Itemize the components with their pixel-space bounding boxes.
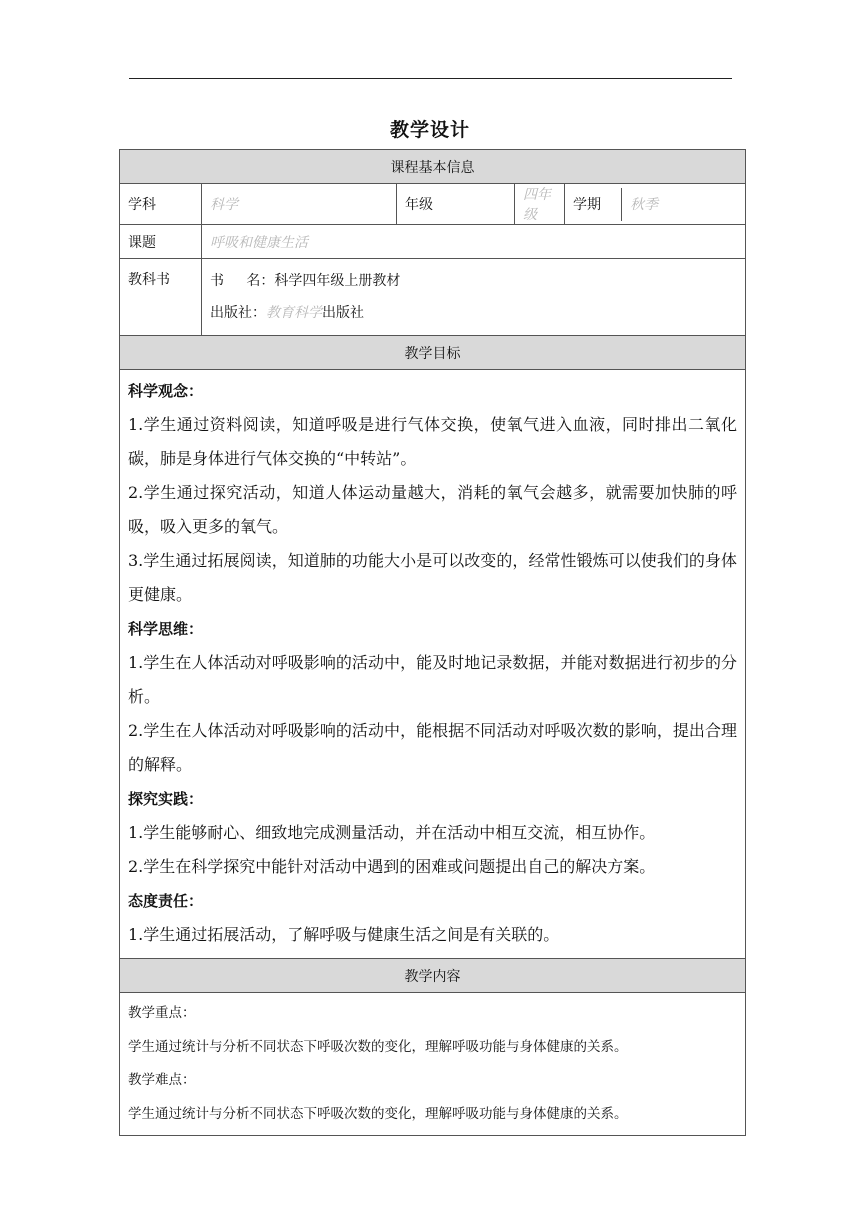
objective-item: 1.学生能够耐心、细致地完成测量活动，并在活动中相互交流，相互协作。 xyxy=(128,823,656,842)
grade-value xyxy=(515,184,565,225)
textbook-info xyxy=(202,259,746,336)
book-name-line xyxy=(210,265,737,297)
grade-label-text: 年级 xyxy=(405,197,433,213)
page-title: 教学设计 xyxy=(389,119,470,141)
topic-label: 课题 xyxy=(120,225,202,259)
publisher-suffix: 出版社 xyxy=(322,305,364,321)
content-header: 教学内容 xyxy=(120,959,746,993)
grade-label xyxy=(397,184,515,225)
term-cell xyxy=(565,184,746,225)
objective-item: 2.学生通过探究活动，知道人体运动量越大，消耗的氧气会越多，就需要加快肺的呼吸，吸入更多的氧气。 xyxy=(128,483,738,536)
lesson-plan-table xyxy=(119,149,746,1136)
textbook-row xyxy=(120,259,746,336)
publisher-value: 教育科学 xyxy=(266,305,322,321)
content-body xyxy=(120,993,746,1136)
subject-label: 学科 xyxy=(120,184,202,225)
header-rule xyxy=(129,78,732,79)
subject-value: 科学 xyxy=(202,184,397,225)
publisher-line xyxy=(210,297,737,329)
objectives-header: 教学目标 xyxy=(120,336,746,370)
basic-info-header: 课程基本信息 xyxy=(120,150,746,184)
book-name-value: 科学四年级上册教材 xyxy=(274,273,401,289)
difficult-point-label: 教学难点： xyxy=(128,1072,196,1088)
objective-item: 3.学生通过拓展阅读，知道肺的功能大小是可以改变的，经常性锻炼可以使我们的身体更健康。 xyxy=(128,551,738,604)
objective-item: 2.学生在科学探究中能针对活动中遇到的困难或问题提出自己的解决方案。 xyxy=(128,857,656,876)
objectives-body xyxy=(120,370,746,959)
book-name-label-b: 名： xyxy=(246,273,275,289)
key-point-text: 学生通过统计与分析不同状态下呼吸次数的变化，理解呼吸功能与身体健康的关系。 xyxy=(128,1038,628,1055)
topic-value: 呼吸和健康生活 xyxy=(202,225,746,259)
objective-heading: 态度责任： xyxy=(128,892,204,910)
grade-value-text: 四年级 xyxy=(523,187,551,223)
objective-heading: 探究实践： xyxy=(128,790,204,808)
publisher-label: 出版社： xyxy=(210,305,266,321)
key-point-label: 教学重点： xyxy=(128,1005,196,1021)
objective-heading: 科学观念： xyxy=(128,382,204,400)
textbook-label: 教科书 xyxy=(120,259,202,336)
subject-row xyxy=(120,184,746,225)
term-value: 秋季 xyxy=(621,188,745,221)
objective-item: 1.学生通过拓展活动，了解呼吸与健康生活之间是有关联的。 xyxy=(128,925,560,944)
objective-item: 2.学生在人体活动对呼吸影响的活动中，能根据不同活动对呼吸次数的影响，提出合理的解释。 xyxy=(128,721,738,774)
objective-item: 1.学生通过资料阅读，知道呼吸是进行气体交换，使氧气进入血液，同时排出二氧化碳，肺是身体进行气体交换的“中转站”。 xyxy=(128,415,738,468)
objective-item: 1.学生在人体活动对呼吸影响的活动中，能及时地记录数据，并能对数据进行初步的分析。 xyxy=(128,653,738,706)
book-name-label-a: 书 xyxy=(210,273,224,289)
topic-row xyxy=(120,225,746,259)
difficult-point-text: 学生通过统计与分析不同状态下呼吸次数的变化，理解呼吸功能与身体健康的关系。 xyxy=(128,1105,628,1122)
objective-heading: 科学思维： xyxy=(128,620,204,638)
term-label: 学期 xyxy=(573,197,601,213)
